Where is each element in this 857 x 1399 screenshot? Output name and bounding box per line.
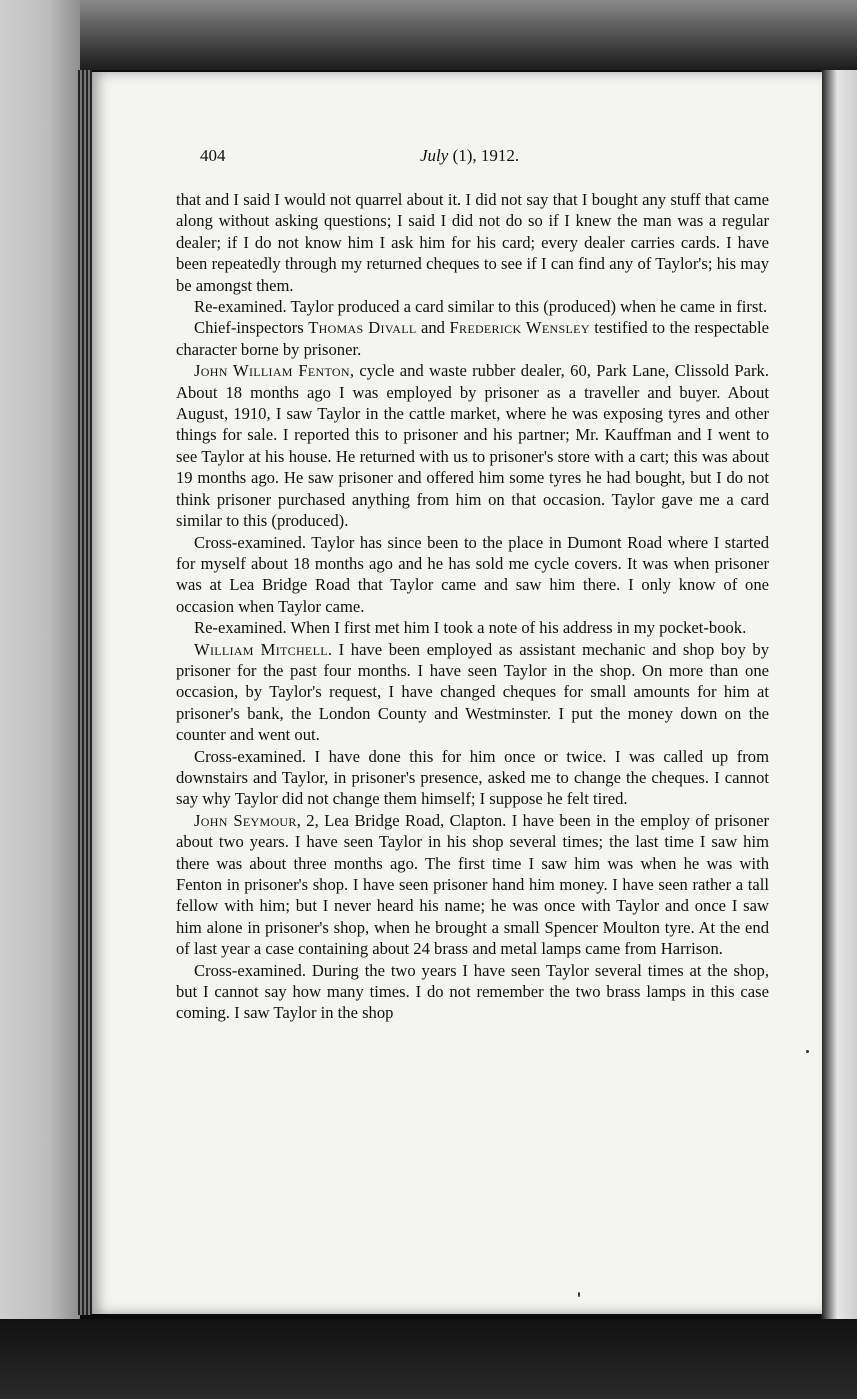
date-month: July	[420, 146, 449, 165]
page-body	[176, 189, 769, 1024]
witness-name: William Mitchell	[194, 639, 328, 659]
paragraph	[176, 960, 769, 1024]
date-rest: (1), 1912.	[448, 146, 520, 165]
scan-left-border	[0, 0, 80, 1399]
scan-bottom-border	[0, 1319, 857, 1399]
paragraph-text: , cycle and waste rubber dealer, 60, Park Lane, Clissold Park. About 18 months ago I was employed by prisoner as a traveller and buyer. About August, 1910, I saw Taylor in the cattle market, where he was exposing tyres and other things for sale. I reported this to prisoner and his partner; Mr. Kauffman and I went to see Taylor at his house. He returned with us to prisoner's store with a cart; this was about 19 months ago. He saw prisoner and offered him some tyres he had bought, but I do not think prisoner purchased anything from him on that occasion. Taylor gave me a card similar to this (produced).	[176, 361, 769, 531]
page-number: 404	[200, 146, 226, 165]
running-head-date	[420, 146, 519, 166]
paragraph-text: Cross-examined. During the two years I have seen Taylor several times at the shop, but I cannot say how many times. I do not remember the two brass lamps in this case coming. I saw Taylor in the shop	[176, 960, 769, 1023]
paragraph-text: that and I said I would not quarrel about it. I did not say that I bought any stuff that came along without asking questions; I said I did not do so if I knew the man was a regular dealer; if I do not know him I ask him for his card; every dealer carries cards. I have been repeatedly through my returned cheques to see if I can find any of Taylor's; his may be amongst them.	[176, 190, 769, 295]
paragraph-text: Re-examined. When I first met him I took a note of his address in my pocket-book.	[194, 618, 747, 638]
witness-name: John Seymour	[194, 810, 297, 830]
paragraph-text: Cross-examined. I have done this for him once or twice. I was called up from downstairs and Taylor, in prisoner's presence, asked me to change the cheques. I cannot say why Taylor did not change them himself; I suppose he felt tired.	[176, 746, 769, 809]
witness-name: John William Fenton	[194, 361, 350, 381]
paragraph-text: , 2, Lea Bridge Road, Clapton. I have been in the employ of prisoner about two years. I have seen Taylor in his shop several times; the last time I saw him there was about three months ago. The first time I saw him was when he was with Fenton in prisoner's shop. I have seen prisoner hand him money. I have seen rather a tall fellow with him; but I never heard his name; he was once with Taylor and once I saw him alone in prisoner's shop, when he brought a small Spencer Moulton tyre. At the end of last year a case containing about 24 brass and metal lamps came from Harrison.	[176, 810, 770, 959]
book-page	[90, 72, 822, 1314]
paragraph	[176, 189, 769, 296]
page-binding	[78, 70, 92, 1315]
scan-speck	[806, 1050, 809, 1053]
paragraph	[176, 746, 769, 810]
paragraph-text: Chief-inspectors	[194, 318, 309, 338]
paragraph	[176, 532, 769, 618]
witness-name: Frederick Wensley	[449, 318, 590, 338]
paragraph-text: Re-examined. Taylor produced a card similar to this (produced) when he came in first.	[194, 297, 768, 317]
paragraph-text: . I have been employed as assistant mechanic and shop boy by prisoner for the past four months. I have seen Taylor in the shop. On more than one occasion, by Taylor's request, I have changed cheques for small amounts for him at prisoner's bank, the London County and Westminster. I put the money down on the counter and went out.	[176, 639, 769, 745]
witness-name: Thomas Divall	[308, 318, 417, 338]
page-header	[200, 146, 670, 172]
paragraph	[176, 617, 769, 638]
scan-right-border	[821, 70, 857, 1340]
paragraph-text: Cross-examined. Taylor has since been to the place in Dumont Road where I started for myself about 18 months ago and he has sold me cycle covers. It was when prisoner was at Lea Bridge Road that Taylor came and saw him there. I only know of one occasion when Taylor came.	[176, 532, 769, 616]
paragraph	[176, 639, 769, 746]
scan-speck	[578, 1292, 580, 1297]
paragraph	[176, 296, 769, 317]
scan-top-border	[0, 0, 857, 70]
paragraph-text: and	[416, 318, 450, 338]
paragraph	[176, 317, 769, 360]
paragraph	[176, 360, 769, 531]
paragraph	[176, 810, 769, 960]
paragraph-text: testified to the respectable character borne by prisoner.	[176, 318, 769, 359]
